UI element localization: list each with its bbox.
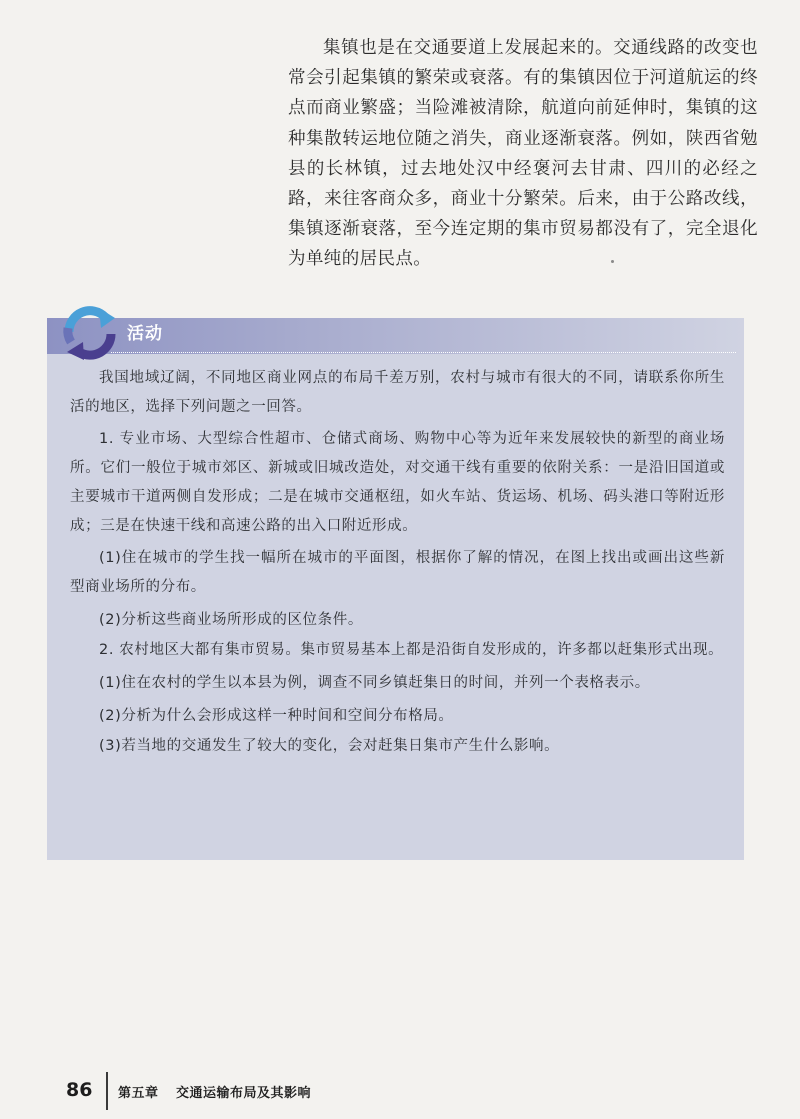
activity-header-divider	[111, 352, 736, 353]
intro-text-block	[288, 33, 758, 275]
activity-question-1-part-1: (1)住在城市的学生找一幅所在城市的平面图，根据你了解的情况，在图上找出或画出这些新型商业场所的分布。	[70, 550, 725, 595]
print-speck	[611, 260, 614, 263]
activity-question-2: 2. 农村地区大都有集市贸易。集市贸易基本上都是沿街自发形成的，许多都以赶集形式出现。	[99, 642, 724, 659]
cycle-arrows-icon	[59, 302, 121, 364]
activity-intro-paragraph: 我国地域辽阔，不同地区商业网点的布局千差万别，农村与城市有很大的不同，请联系你所生活的地区，选择下列问题之一回答。	[70, 370, 725, 415]
activity-question-2-part-3: (3)若当地的交通发生了较大的变化，会对赶集日集市产生什么影响。	[99, 738, 560, 755]
intro-paragraph: 集镇也是在交通要道上发展起来的。交通线路的改变也常会引起集镇的繁荣或衰落。有的集镇因位于河道航运的终点而商业繁盛；当险滩被清除，航道向前延伸时，集镇的这种集散转运地位随之消失，商业逐渐衰落。例如，陕西省勉县的长林镇，过去地处汉中经褒河去甘肃、四川的必经之路，来往客商众多，商业十分繁荣。后来，由于公路改线，集镇逐渐衰落，至今连定期的集市贸易都没有了，完全退化为单纯的居民点。	[288, 38, 758, 270]
chapter-label: 第五章	[118, 1086, 159, 1101]
activity-title: 活动	[127, 324, 163, 344]
footer-divider	[106, 1072, 108, 1110]
page-number: 86	[66, 1079, 93, 1101]
activity-question-1-part-2: (2)分析这些商业场所形成的区位条件。	[99, 611, 363, 628]
chapter-title: 交通运输布局及其影响	[176, 1086, 312, 1101]
activity-question-1: 1. 专业市场、大型综合性超市、仓储式商场、购物中心等为近年来发展较快的新型的商业场所。它们一般位于城市郊区、新城或旧城改造处，对交通干线有重要的依附关系：一是沿旧国道或主要城市干道两侧自发形成；二是在城市交通枢纽，如火车站、货运场、机场、码头港口等附近形成；三是在快速干线和高速公路的出入口附近形成。	[70, 431, 725, 534]
activity-question-2-part-1: (1)住在农村的学生以本县为例，调查不同乡镇赶集日的时间，并列一个表格表示。	[99, 675, 650, 692]
activity-question-2-part-2: (2)分析为什么会形成这样一种时间和空间分布格局。	[99, 707, 454, 724]
activity-body	[70, 364, 725, 765]
activity-box	[47, 318, 744, 860]
